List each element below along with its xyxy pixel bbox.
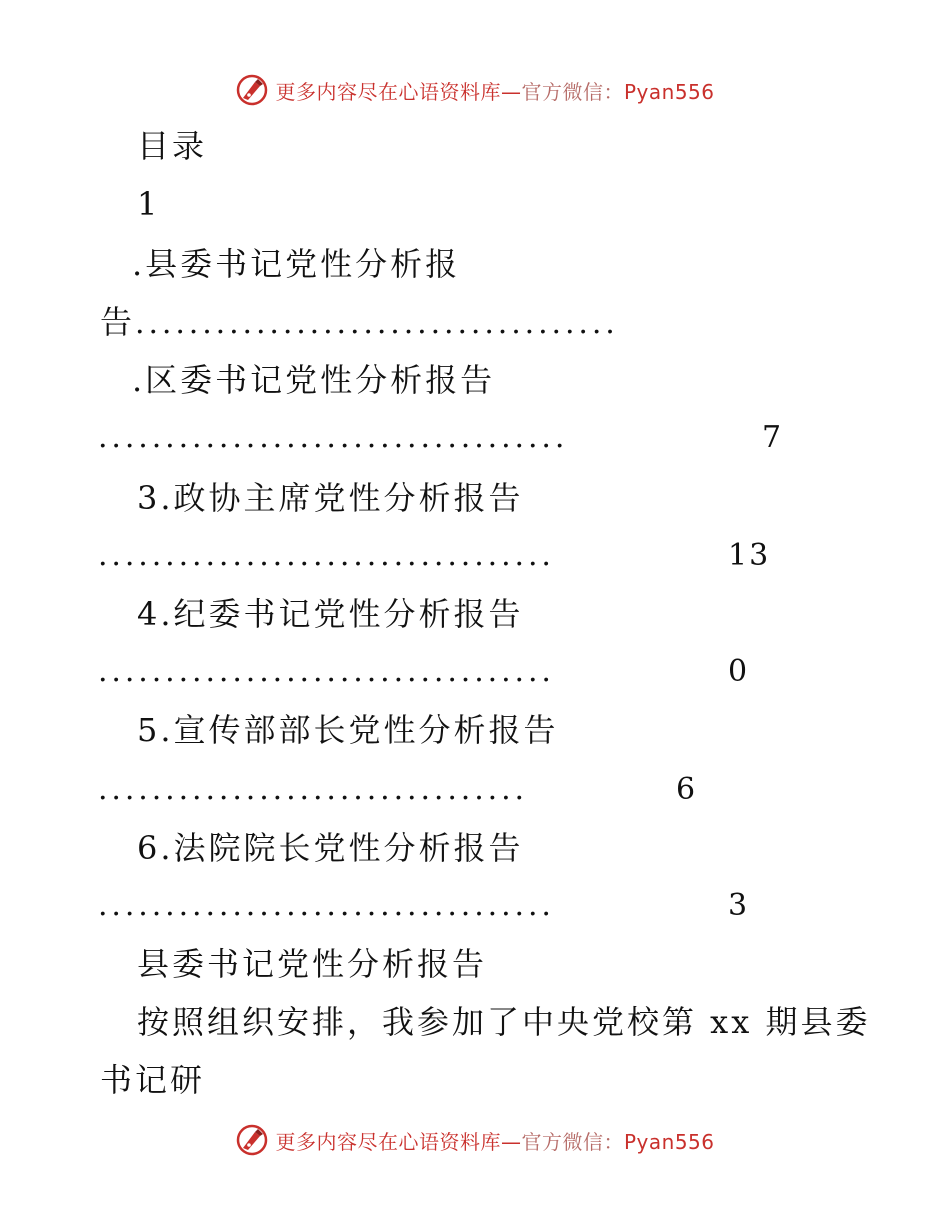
toc-entry-4-leader: ..................................: [98, 654, 555, 689]
banner-wechat-id: Pyan556: [623, 79, 715, 104]
pen-nib-circle-icon: [235, 73, 269, 107]
banner-text: [275, 76, 714, 105]
paragraph-line-1: 按照组织安排，我参加了中央党校第 xx 期县委: [137, 1003, 871, 1041]
banner-main-text: 更多内容尽在心语资料库: [275, 1129, 501, 1154]
toc-heading: 目录: [137, 127, 208, 165]
toc-entry-4-page: 0: [728, 654, 750, 689]
toc-entry-2-title: .区委书记党性分析报告: [132, 361, 496, 399]
toc-entry-5-title: 5.宣传部部长党性分析报告: [137, 711, 559, 749]
toc-entry-6-page: 3: [728, 888, 750, 923]
toc-entry-1-title: .县委书记党性分析报: [132, 245, 461, 283]
banner-dash: —: [500, 79, 522, 104]
toc-entry-6-title: 6.法院院长党性分析报告: [137, 829, 524, 867]
toc-entry-3-title: 3.政协主席党性分析报告: [137, 479, 524, 517]
toc-entry-5-leader: ................................: [98, 772, 528, 807]
toc-entry-3-page: 13: [728, 538, 771, 573]
banner-main-text: 更多内容尽在心语资料库: [275, 79, 501, 104]
toc-entry-1-leader: ....................................: [135, 306, 619, 341]
toc-entry-1-title-cont: [100, 302, 619, 342]
section-title: 县委书记党性分析报告: [137, 945, 488, 983]
paragraph-line-2: 书记研: [100, 1061, 206, 1099]
toc-entry-1-title-line2: 告: [100, 303, 136, 341]
toc-entry-5-page: 6: [676, 772, 698, 807]
toc-number-line: 1: [137, 185, 161, 223]
header-banner: [0, 70, 950, 110]
banner-text: [275, 1126, 714, 1155]
toc-entry-4-title: 4.纪委书记党性分析报告: [137, 595, 524, 633]
toc-entry-2-page: 7: [762, 420, 784, 455]
banner-contact-label: 官方微信：: [521, 79, 624, 104]
toc-entry-3-leader: ..................................: [98, 538, 555, 573]
toc-entry-2-leader: ...................................: [98, 420, 569, 455]
banner-contact-label: 官方微信：: [521, 1129, 624, 1154]
footer-banner: [0, 1120, 950, 1160]
banner-wechat-id: Pyan556: [623, 1129, 715, 1154]
pen-nib-circle-icon: [235, 1123, 269, 1157]
banner-dash: —: [500, 1129, 522, 1154]
toc-entry-6-leader: ..................................: [98, 888, 555, 923]
